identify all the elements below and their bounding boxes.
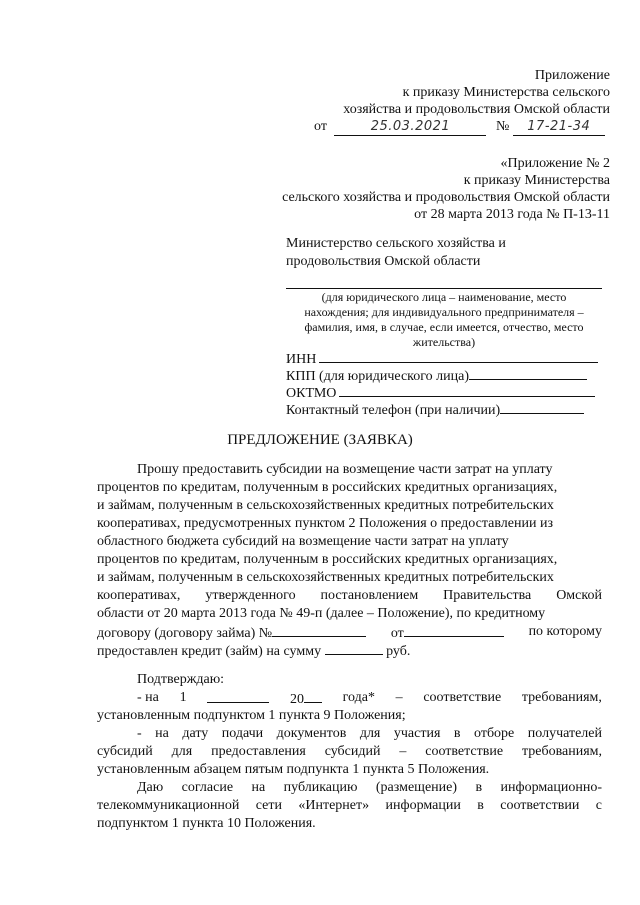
inn-field[interactable] xyxy=(319,350,598,363)
consent-line-2: телекоммуникационной сети «Интернет» информации в соответствии с xyxy=(97,798,602,813)
body-line-8-e: Омской xyxy=(556,588,602,603)
order-date-field xyxy=(334,119,486,136)
addressee-line2: продовольствия Омской области xyxy=(286,254,481,269)
contract-date-label: от xyxy=(391,624,504,642)
body-line-10 xyxy=(97,624,602,642)
document-title: ПРЕДЛОЖЕНИЕ (ЗАЯВКА) xyxy=(227,432,413,448)
to-order-line: к приказу Министерства сельского xyxy=(402,85,610,100)
appendix-title: Приложение xyxy=(534,68,610,83)
from-label: от xyxy=(314,119,327,134)
contract-number-label: договору (договору займа) № xyxy=(97,624,366,642)
body-line-8 xyxy=(97,588,602,604)
oktmo-field[interactable] xyxy=(339,384,595,397)
body-line-4: кооперативах, предусмотренных пунктом 2 Положения о предоставлении из xyxy=(97,516,553,531)
body-line-5: областного бюджета субсидий на возмещение части затрат на уплату xyxy=(97,534,509,549)
confirm-line-1 xyxy=(137,690,602,708)
confirm-month-field[interactable] xyxy=(207,690,269,703)
addressee-line1: Министерство сельского хозяйства и xyxy=(286,236,506,251)
confirm-dash: – xyxy=(395,690,403,705)
addressee-rule xyxy=(286,288,602,289)
body-line-6: процентов по кредитам, полученным в российских кредитных организациях, xyxy=(97,552,558,567)
addressee-hint3: фамилия, имя, в случае, если имеется, отчество, место xyxy=(304,320,584,334)
body-line-2: процентов по кредитам, полученным в российских кредитных организациях, xyxy=(97,480,558,495)
confirm-requirements: требованиям, xyxy=(521,690,602,705)
confirm-line-2: установленным подпунктом 1 пункта 9 Положения; xyxy=(97,708,406,723)
confirm-title: Подтверждаю: xyxy=(137,672,225,687)
kpp-label: КПП (для юридического лица) xyxy=(286,369,469,384)
by-which-label: по которому xyxy=(528,624,602,639)
order-number-handwritten: 17-21-34 xyxy=(527,119,591,134)
rub-label: руб. xyxy=(386,644,411,659)
order-date-handwritten: 25.03.2021 xyxy=(370,119,451,134)
consent-line-1: Даю согласие на публикацию (размещение) в информационно- xyxy=(137,780,602,795)
kpp-row xyxy=(286,367,587,385)
order-number-field xyxy=(513,119,605,136)
appendix2-date: от 28 марта 2013 года № П-13-11 xyxy=(414,207,610,222)
body-line-1: Прошу предоставить субсидии на возмещение части затрат на уплату xyxy=(137,462,553,477)
addressee-hint1: (для юридического лица – наименование, место xyxy=(321,290,567,304)
contract-date-field[interactable] xyxy=(404,624,504,637)
confirm-year-field[interactable] xyxy=(304,690,322,703)
body-line-3: и займам, полученным в сельскохозяйственных кредитных потребительских xyxy=(97,498,554,513)
oktmo-label: ОКТМО xyxy=(286,386,337,401)
phone-label: Контактный телефон (при наличии) xyxy=(286,403,501,418)
appendix2-title: «Приложение № 2 xyxy=(500,156,610,171)
appendix2-ministry: сельского хозяйства и продовольствия Омской области xyxy=(282,190,610,205)
order-date-row xyxy=(314,119,605,136)
inn-label: ИНН xyxy=(286,352,317,367)
inn-row xyxy=(286,350,598,368)
number-sign: № xyxy=(495,119,510,134)
addressee-hint4: жительства) xyxy=(412,335,476,349)
confirm-year-label: года* xyxy=(342,690,375,705)
confirm-compliance: соответствие xyxy=(423,690,502,705)
phone-field[interactable] xyxy=(500,401,584,414)
addressee-hint2: нахождения; для индивидуального предпринимателя – xyxy=(304,305,584,319)
loan-amount-field[interactable] xyxy=(325,642,383,655)
ministry-line: хозяйства и продовольствия Омской области xyxy=(343,102,610,117)
body-line-8-b: утвержденного xyxy=(205,588,296,603)
phone-row xyxy=(286,401,584,419)
consent-line-3: подпунктом 1 пункта 10 Положения. xyxy=(97,816,316,831)
body-line-11 xyxy=(97,642,410,660)
body-line-8-a: кооперативах, xyxy=(97,588,181,603)
oktmo-row xyxy=(286,384,595,402)
confirm-line-4: субсидий для предоставления субсидий – соответствие требованиям, xyxy=(97,744,602,759)
confirm-line-3: - на дату подачи документов для участия в отборе получателей xyxy=(137,726,602,741)
body-line-8-d: Правительства xyxy=(443,588,532,603)
body-line-7: и займам, полученным в сельскохозяйственных кредитных потребительских xyxy=(97,570,554,585)
loan-amount-label: предоставлен кредит (займ) на сумму xyxy=(97,644,322,659)
body-line-9: области от 20 марта 2013 года № 49-п (далее – Положение), по кредитному xyxy=(97,606,546,621)
confirm-on-label: - на xyxy=(137,690,159,705)
body-line-8-c: постановлением xyxy=(320,588,419,603)
contract-number-field[interactable] xyxy=(272,624,366,637)
kpp-field[interactable] xyxy=(469,367,587,380)
confirm-day: 1 xyxy=(179,690,187,705)
confirm-year: 20 xyxy=(290,690,322,708)
confirm-line-5: установленным абзацем пятым подпункта 1 пункта 5 Положения. xyxy=(97,762,490,777)
appendix2-to-order: к приказу Министерства xyxy=(463,173,610,188)
